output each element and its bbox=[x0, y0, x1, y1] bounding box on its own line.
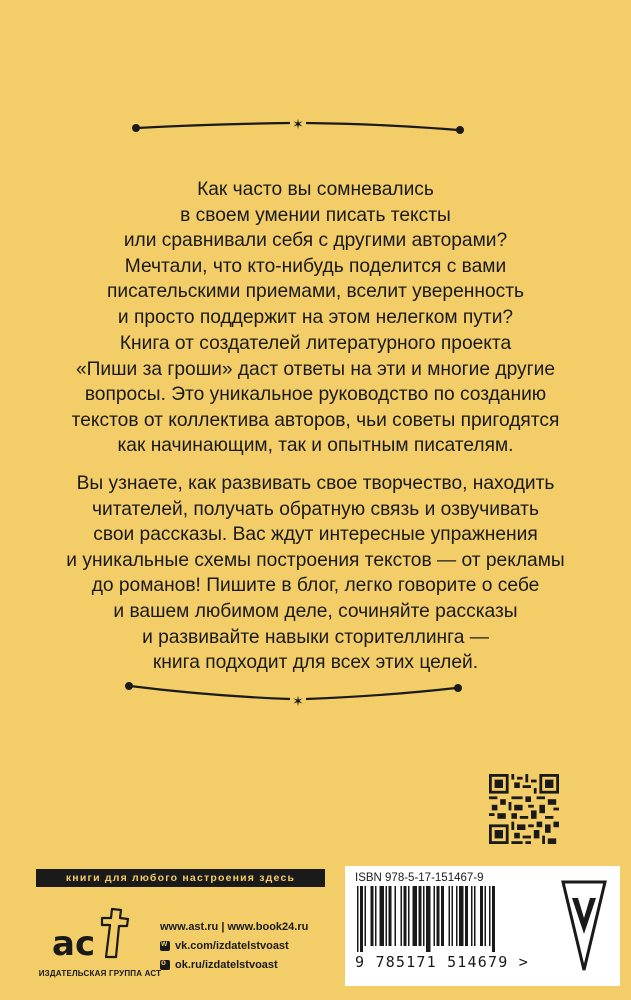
barcode-bar bbox=[474, 886, 476, 946]
text-line: «Пиши за гроши» даст ответы на эти и многие другие bbox=[75, 358, 556, 380]
barcode-bar bbox=[408, 886, 410, 946]
vk-link[interactable]: vk.com/izdatelstvoast bbox=[175, 939, 289, 952]
text-line: вопросы. Это уникальное руководство по созданию bbox=[84, 384, 547, 406]
barcode-bar bbox=[456, 886, 458, 946]
barcode-bar bbox=[380, 886, 385, 946]
barcode-bar bbox=[426, 886, 431, 952]
text-line: книга подходит для всех этих целей. bbox=[152, 652, 479, 674]
barcode-bar bbox=[365, 886, 367, 946]
age-rating-triangle-icon bbox=[557, 876, 611, 976]
barcode-bar bbox=[452, 886, 454, 946]
text-line: и вашем любимом деле, сочиняйте рассказы bbox=[113, 600, 518, 622]
ok-link[interactable]: ok.ru/izdatelstvoast bbox=[175, 958, 278, 971]
barcode-bar bbox=[401, 886, 403, 946]
text-line: и развивайте навыки сторителлинга — bbox=[142, 626, 489, 648]
social-row-vk[interactable] bbox=[160, 936, 308, 955]
text-line: Вы узнаете, как развивать свое творчество, находить bbox=[76, 473, 555, 494]
tagline-bar: книги для любого настроения здесь bbox=[36, 869, 325, 887]
barcode-bar bbox=[485, 886, 487, 946]
text-line: читателей, получать обратную связь и озвучивать bbox=[92, 498, 539, 520]
isbn-label: ISBN 978-5-17-151467-9 bbox=[355, 872, 484, 884]
barcode-bar bbox=[434, 886, 436, 946]
barcode-bar bbox=[449, 886, 451, 946]
barcode-bar bbox=[395, 886, 397, 946]
ornament-divider-top bbox=[0, 105, 631, 145]
barcode-bar bbox=[386, 886, 388, 946]
barcode-bar bbox=[413, 886, 418, 946]
barcode-bar bbox=[489, 886, 491, 946]
text-line: или сравнивали себя с другими авторами? bbox=[123, 230, 508, 252]
barcode-bar bbox=[357, 886, 359, 952]
barcode-bar bbox=[480, 886, 483, 946]
svg-text:✶: ✶ bbox=[292, 694, 304, 710]
description-paragraph-2 bbox=[40, 331, 591, 459]
barcode-bar bbox=[371, 886, 374, 946]
publisher-caption: ИЗДАТЕЛЬСКАЯ ГРУППА АСТ bbox=[38, 969, 162, 978]
description-paragraph-3 bbox=[40, 471, 591, 676]
text-line: Книга от создателей литературного проекта bbox=[119, 333, 512, 354]
barcode-bar bbox=[471, 886, 473, 946]
vk-icon: w bbox=[160, 941, 170, 951]
ornament-divider-bottom bbox=[0, 676, 631, 716]
qr-code-icon bbox=[489, 774, 559, 844]
text-line: Мечтали, что кто-нибудь поделится с вами bbox=[124, 255, 507, 277]
barcode-bar bbox=[419, 886, 422, 946]
social-row-ok[interactable] bbox=[160, 955, 308, 974]
publisher-links bbox=[160, 917, 308, 974]
text-line: и просто поддержит на этом нелегком пути? bbox=[117, 306, 514, 328]
text-line: писательскими приемами, вселит уверенность bbox=[106, 281, 525, 303]
barcode-digits: 9 785171 514679 > bbox=[355, 953, 529, 971]
barcode-bar bbox=[404, 886, 407, 946]
text-line: до романов! Пишите в блог, легко говорите о себе bbox=[91, 575, 540, 597]
ok-icon: o bbox=[160, 960, 170, 970]
text-line: и уникальные схемы построения текстов — от рекламы bbox=[66, 549, 565, 571]
text-line: Как часто вы сомневались bbox=[197, 179, 434, 200]
text-line: свои рассказы. Вас ждут интересные упражнения bbox=[93, 524, 538, 546]
barcode-bar bbox=[389, 886, 392, 946]
barcode-bar bbox=[375, 886, 377, 946]
text-line: в своем умении писать тексты bbox=[180, 204, 451, 226]
svg-text:✶: ✶ bbox=[292, 117, 304, 133]
logo-letters: ac bbox=[52, 924, 96, 964]
text-line: как начинающим, так и опытным писателям. bbox=[117, 435, 514, 457]
barcode-bar bbox=[492, 886, 495, 952]
barcode-bar bbox=[465, 886, 468, 946]
websites-link[interactable]: www.ast.ru | www.book24.ru bbox=[160, 920, 309, 933]
barcode-bar bbox=[441, 886, 444, 946]
barcode-bar bbox=[437, 886, 440, 946]
barcode-bar bbox=[360, 886, 363, 952]
barcode-bar bbox=[459, 886, 464, 946]
description-paragraph-1 bbox=[40, 177, 591, 331]
text-line: текстов от коллектива авторов, чьи советы пригодятся bbox=[71, 409, 560, 431]
barcode-icon bbox=[353, 886, 549, 952]
barcode-box bbox=[345, 866, 620, 986]
barcode-bar bbox=[423, 886, 425, 946]
websites-row bbox=[160, 917, 308, 936]
